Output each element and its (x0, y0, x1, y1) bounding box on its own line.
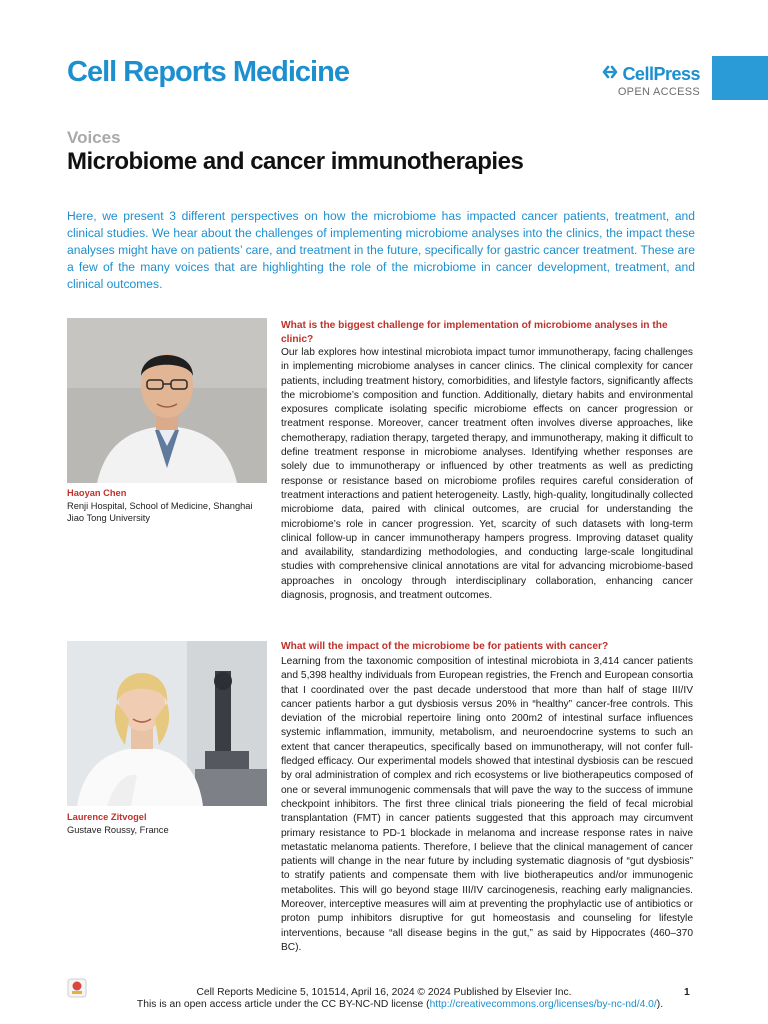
open-access-label: OPEN ACCESS (617, 86, 700, 98)
footer-license (60, 999, 740, 1010)
voice-question: What will the impact of the microbiome be for patients with cancer? (281, 641, 609, 652)
footer-citation: Cell Reports Medicine 5, 101514, April 16, 2024 © 2024 Published by Elsevier Inc. (196, 987, 572, 998)
license-text-suffix: ). (656, 999, 664, 1010)
license-link[interactable]: http://creativecommons.org/licenses/by-nc-nd/4.0/ (429, 999, 657, 1010)
page-number: 1 (684, 987, 690, 998)
portrait-photo-laurence-zitvogel (67, 641, 267, 806)
voice-affiliation: Renji Hospital, School of Medicine, Shanghai Jiao Tong University (67, 501, 253, 523)
article-title: Microbiome and cancer immunotherapies (67, 148, 524, 175)
cellpress-logo-icon (602, 65, 618, 84)
journal-title: Cell Reports Medicine (67, 56, 349, 88)
portrait-photo-haoyan-chen (67, 318, 267, 483)
publisher-logo[interactable] (588, 64, 700, 98)
crossmark-icon[interactable] (66, 978, 88, 998)
publisher-name: CellPress (622, 64, 700, 84)
abstract: Here, we present 3 different perspectives on how the microbiome has impacted cancer patients, treatment, and clinical studies. We hear about the challenges of implementing microbiome analyses into the clinics, the impact these analyses might have on patients’ care, and treatment in the future, specifically for gastric cancer treatment. These are a few of the many voices that are highlighting the role of the microbiome in cancer development, treatment, and clinical outcomes. (67, 209, 695, 291)
voice-name: Laurence Zitvogel (67, 812, 147, 822)
brand-tab (712, 56, 768, 100)
voice-name: Haoyan Chen (67, 488, 127, 498)
voice-answer: Our lab explores how intestinal microbiota impact tumor immunotherapy, facing challenges in implementing microbiome analyses in cancer clinics. The clinical complexity for cancer patients, including treatment history, comorbidities, and lifestyle factors, significantly affects the microbiome’s composition and function. Additionally, dietary habits and environmental exposures complicate isolating specific microbiome effects on cancer progression or treatment response. Moreover, cancer treatment often involves diverse approaches, like chemotherapy, radiation therapy, targeted therapy, and immunotherapy, making it difficult to define treatment response in microbiome analyses. Identifying whether responses are solely due to immunotherapy or influenced by other treatments as well as predicting response or resistance based on microbiome profiles requires careful consideration of treatment interactions and patient heterogeneity. Lastly, high-quality, longitudinally collected microbiome data, paired with clinical outcomes, are crucial for understanding the microbiome’s role in cancer progression. Yet, scarcity of such datasets with long-term clinical follow-up in cancer immunotherapy hampers progress. Improving dataset quality and availability, standardizing methodologies, and conducting large-scale longitudinal studies with comprehensive clinical annotations are vital for advancing microbiome-based approaches in oncology through interdisciplinary collaboration, enhancing cancer diagnosis, prognosis, and treatment outcomes. (281, 347, 693, 602)
section-label: Voices (67, 128, 121, 147)
voice-question: What is the biggest challenge for implementation of microbiome analyses in the clinic? (281, 320, 668, 345)
voice-affiliation: Gustave Roussy, France (67, 825, 169, 835)
license-text-prefix: This is an open access article under the CC BY-NC-ND license ( (136, 999, 430, 1010)
voice-answer: Learning from the taxonomic composition of intestinal microbiota in 3,414 cancer patients and 5,398 healthy individuals from European registries, the French and European consortia that I coordinated over the past decade understood that more than half of stage III/IV cancer patients harbor a gut dysbiosis versus 20% in “healthy” cancer-free controls. This deviation of the microbial repertoire lining onto 200m2 of intestinal surface influences systemic inflammation, immunity, metabolism, and neuroendocrine systems to such an extent that cancer therapeutics, specifically based on immunotherapy, will not confer full-fledged efficacy. Our experimental models showed that intestinal dysbiosis can be rescued by oral administration of complex and rich ecosystems or live biotherapeutics composed of one or several immunogenic commensals that will pave the way to the success of immune checkpoint inhibitors. The first three clinical trials pioneering the field of fecal microbial transplantation (FMT) in cancer patients suggested that this approach may circumvent primary resistance to PD-1 blockade in melanoma and increase response rates in naive metastatic melanoma patients. Therefore, I believe that the clinical management of cancer patients will change in the near future by including systematic diagnosis of “gut dysbiosis” to stratify patients and compensate them with live biotherapeutics and/or immunogenic metabolites. This will go beyond stage III/IV carcinogenesis, reaching early malignancies. Moreover, interceptive measures will aim at preventing the prophylactic use of antibiotics or proton pump inhibitors disruptive for gut homeostasis and counseling for lifestyle interventions, because “all disease begins in the gut,” as said by Hippocrates (460–370 BC). (281, 656, 693, 953)
